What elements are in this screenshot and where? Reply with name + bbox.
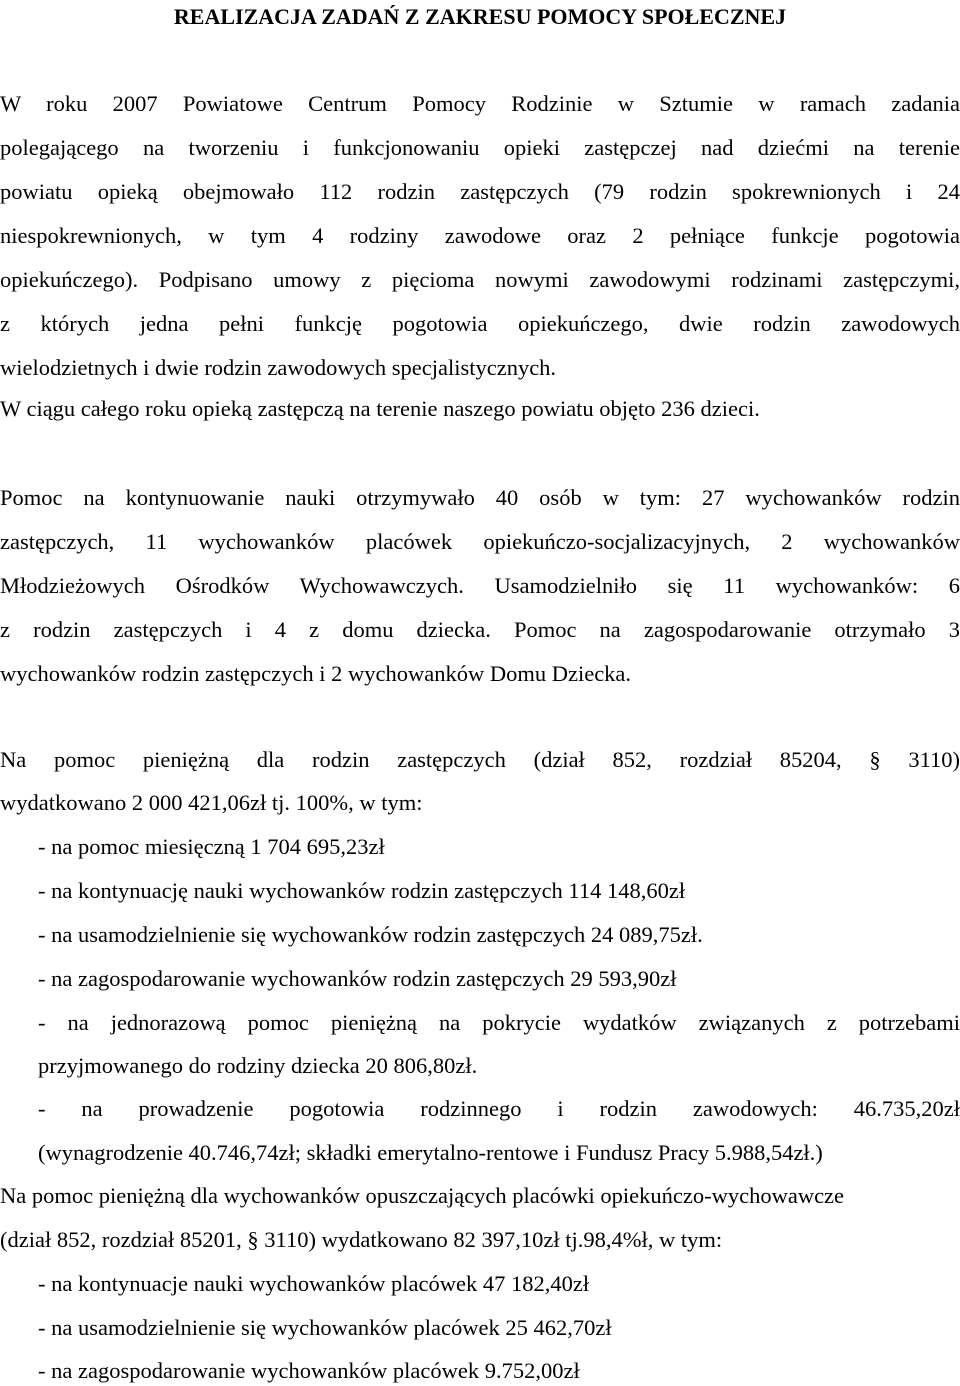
paragraph-line: W roku 2007 Powiatowe Centrum Pomocy Rodzinie w Sztumie w ramach zadania (0, 91, 960, 116)
list-item: - na zagospodarowanie wychowanków rodzin zastępczych 29 593,90zł (38, 966, 677, 991)
list-item: - na pomoc miesięczną 1 704 695,23zł (38, 834, 385, 859)
paragraph-line: opiekuńczego). Podpisano umowy z pięcioma nowymi zawodowymi rodzinami zastępczymi, (0, 267, 960, 292)
paragraph-line: Pomoc na kontynuowanie nauki otrzymywało 40 osób w tym: 27 wychowanków rodzin (0, 485, 960, 510)
list-item: przyjmowanego do rodziny dziecka 20 806,80zł. (38, 1053, 478, 1078)
list-item: (wynagrodzenie 40.746,74zł; składki emerytalno-rentowe i Fundusz Pracy 5.988,54zł.) (38, 1140, 823, 1165)
list-item: - na prowadzenie pogotowia rodzinnego i rodzin zawodowych: 46.735,20zł (38, 1096, 960, 1121)
paragraph-line: zastępczych, 11 wychowanków placówek opiekuńczo-socjalizacyjnych, 2 wychowanków (0, 529, 960, 554)
paragraph-line: wychowanków rodzin zastępczych i 2 wychowanków Domu Dziecka. (0, 661, 632, 686)
paragraph-line: W ciągu całego roku opieką zastępczą na terenie naszego powiatu objęto 236 dzieci. (0, 396, 760, 421)
paragraph-line: z rodzin zastępczych i 4 z domu dziecka. Pomoc na zagospodarowanie otrzymało 3 (0, 617, 960, 642)
paragraph-line: powiatu opieką obejmowało 112 rodzin zastępczych (79 rodzin spokrewnionych i 24 (0, 179, 960, 204)
list-item: - na kontynuację nauki wychowanków rodzin zastępczych 114 148,60zł (38, 878, 686, 903)
paragraph-line: polegającego na tworzeniu i funkcjonowaniu opieki zastępczej nad dziećmi na terenie (0, 135, 960, 160)
list-item: - na zagospodarowanie wychowanków placówek 9.752,00zł (38, 1358, 580, 1383)
paragraph-line: (dział 852, rozdział 85201, § 3110) wydatkowano 82 397,10zł tj.98,4%ł, w tym: (0, 1227, 723, 1252)
list-item: - na kontynuacje nauki wychowanków placówek 47 182,40zł (38, 1271, 590, 1296)
paragraph-line: wielodzietnych i dwie rodzin zawodowych specjalistycznych. (0, 355, 557, 380)
list-item: - na usamodzielnienie się wychowanków rodzin zastępczych 24 089,75zł. (38, 922, 703, 947)
paragraph-line: Na pomoc pieniężną dla rodzin zastępczych (dział 852, rozdział 85204, § 3110) (0, 747, 960, 772)
paragraph-line: z których jedna pełni funkcję pogotowia opiekuńczego, dwie rodzin zawodowych (0, 311, 960, 336)
list-item: - na usamodzielnienie się wychowanków placówek 25 462,70zł (38, 1315, 612, 1340)
list-item: - na jednorazową pomoc pieniężną na pokrycie wydatków związanych z potrzebami (38, 1010, 960, 1035)
paragraph-line: wydatkowano 2 000 421,06zł tj. 100%, w tym: (0, 790, 423, 815)
document-title: REALIZACJA ZADAŃ Z ZAKRESU POMOCY SPOŁECZNEJ (173, 4, 787, 29)
paragraph-line: niespokrewnionych, w tym 4 rodziny zawodowe oraz 2 pełniące funkcje pogotowia (0, 223, 960, 248)
paragraph-line: Młodzieżowych Ośrodków Wychowawczych. Usamodzielniło się 11 wychowanków: 6 (0, 573, 960, 598)
paragraph-line: Na pomoc pieniężną dla wychowanków opuszczających placówki opiekuńczo-wychowawcze (0, 1183, 845, 1208)
